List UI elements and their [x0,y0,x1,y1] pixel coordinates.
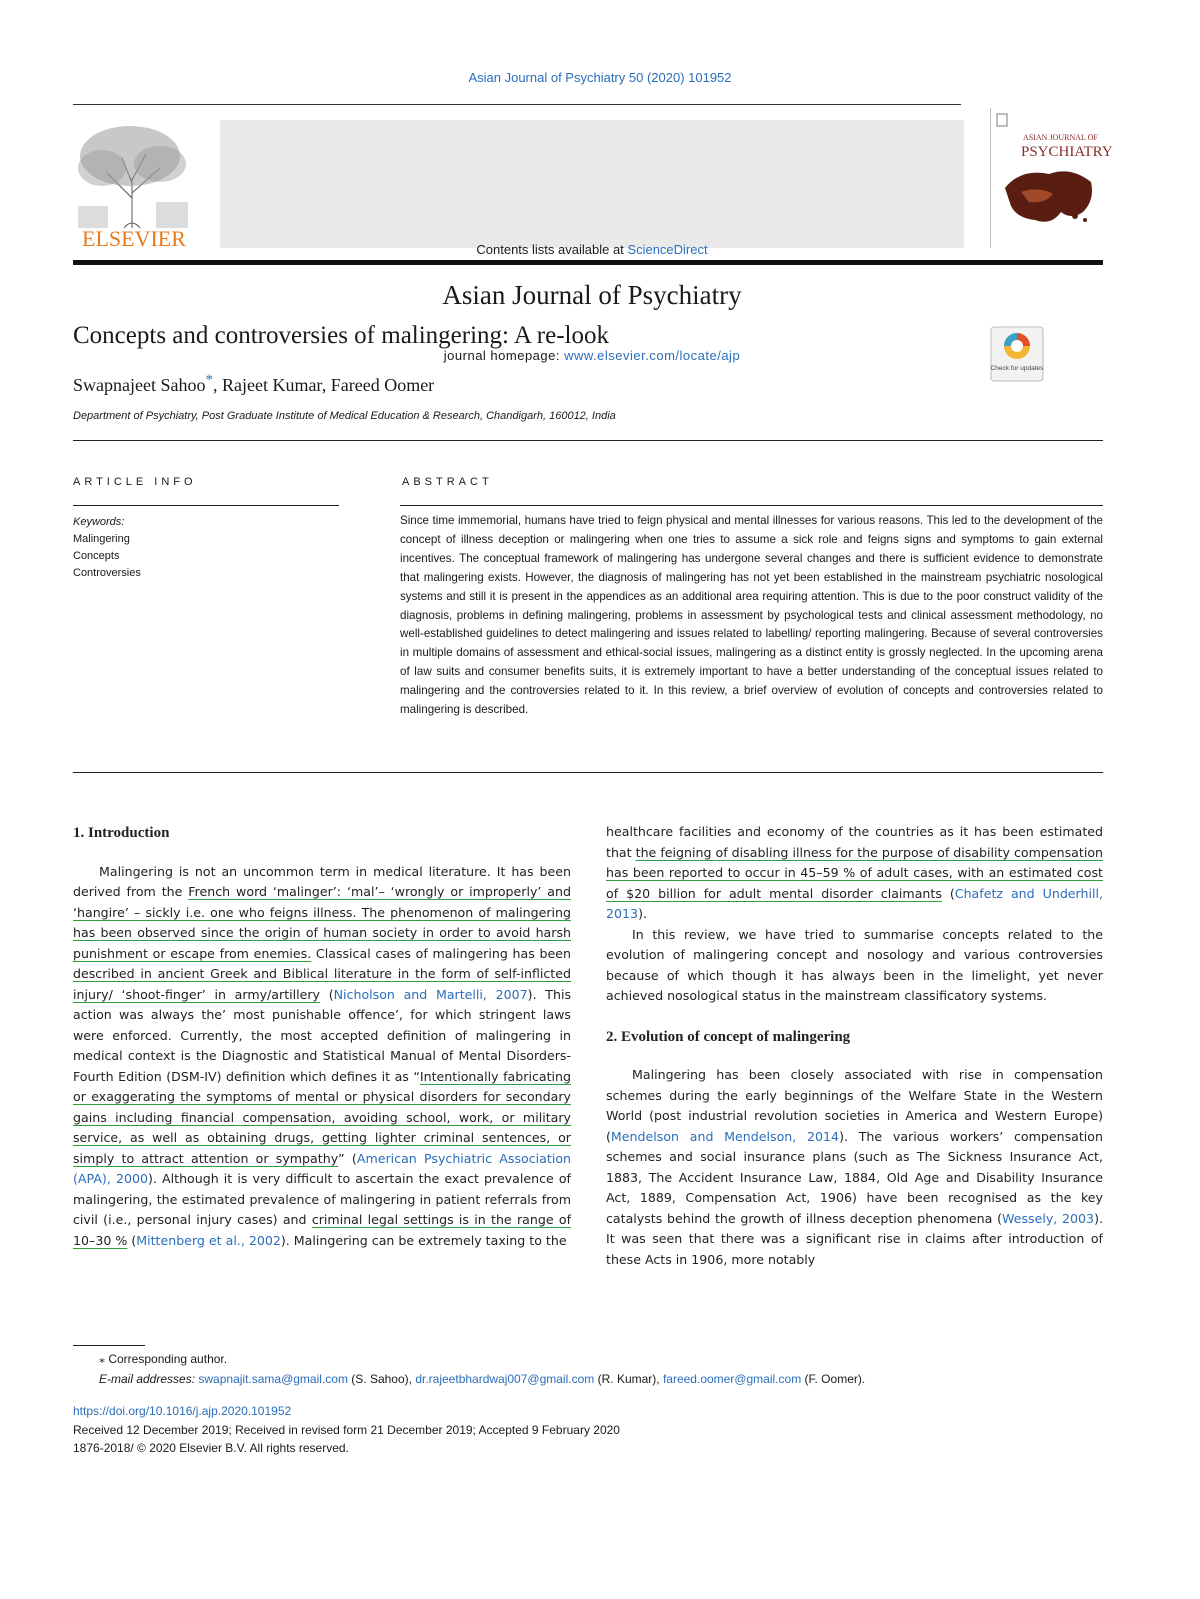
paragraph [606,1065,1103,1270]
email-owner: (R. Kumar), [594,1371,663,1386]
contents-line [220,242,964,257]
citation-link[interactable]: Mendelson and Mendelson, 2014 [610,1128,840,1144]
text-run: Classical cases of malingering has been [311,945,571,961]
email-addresses [73,1370,1103,1390]
paragraph [73,862,571,1252]
corresponding-author-note: ⁎ Corresponding author. [99,1352,228,1366]
text-run: ). It was seen that there was a significant rise in claims after introduction of these Acts in 1906, more notably [606,1210,1103,1267]
text-run: ( [320,986,334,1002]
title-rule [73,440,1103,441]
copyright: 1876-2018/ © 2020 Elsevier B.V. All rights reserved. [73,1441,349,1455]
highlighted-text: French word ‘malinger’: ‘mal’– ‘wrongly or improperly’ and ‘hangire’ – sickly i.e. one who feigns illness. The phenomenon of malingering has been observed since the origin of human society in order to avoid harsh punishment or escape from enemies. [73,884,571,961]
email-link[interactable]: swapnajit.sama@gmail.com [198,1371,348,1386]
email-link[interactable]: dr.rajeetbhardwaj007@gmail.com [415,1371,595,1386]
doi-link[interactable]: https://doi.org/10.1016/j.ajp.2020.101952 [73,1404,292,1418]
check-for-updates-badge[interactable] [990,326,1044,382]
text-run: ( [941,885,955,901]
section-heading-evolution: 2. Evolution of concept of malingering [606,1028,851,1045]
author-name: Rajeet Kumar [221,375,322,395]
author-separator: , [212,375,222,395]
citation-link[interactable]: Chafetz and Underhill, 2013 [606,885,1103,921]
masthead-rule [73,260,1103,265]
highlighted-text: the feigning of disabling illness for the purpose of disability compensation has been reported to occur in 45–59 % of adult cases, with an estimated cost of $20 billion for adult mental disorder claimants [606,844,1104,901]
homepage-prefix: journal homepage: [443,348,565,363]
citation-link[interactable]: American Psychiatric Association (APA), 2000 [73,1150,572,1186]
elsevier-mini-icon [997,114,1007,126]
left-column [73,823,571,1251]
abstract-text: Since time immemorial, humans have tried to feign physical and mental illnesses for various reasons. This led to the development of the concept of illness deception or malingering when one tries to assume a sick role and feigns signs and symptoms to gain external incentives. The conceptual framework of malingering has undergone several changes and there is sufficient evidence to demonstrate that malingering exists. However, the diagnosis of malingering has not yet been established in the mainstream psychiatric nosological systems and still it is present in the appendices as an additional area requiring attention. This is due to the poor construct validity of the diagnosis, problems in defining malingering, problems in assessment by psychological tests and clinical assessment methodology, no well-established guidelines to detect malingering and issues related to labelling/ reporting malingering. Because of several controversies in multiple domains of assessment and ethical-social issues, malingering as a distinct entity is grossly neglected. In the upcoming arena of law suits and consumer benefits suits, it is extremely important to have a better understanding of the conceptual issues related to malingering and the controversies related to it. In this review, a brief overview of evolution of concepts and controversies related to malingering is described. [400,514,1103,717]
journal-name: Asian Journal of Psychiatry [442,280,742,310]
corresponding-author-marker[interactable]: * [205,372,213,388]
keywords-block [73,514,141,582]
author-name: Swapnajeet Sahoo [73,375,206,395]
keyword: Malingering [73,533,130,545]
text-run: healthcare facilities and economy of the countries as it has been estimated that [606,824,1103,860]
citation-link[interactable]: Wessely, 2003 [1001,1210,1095,1226]
paragraph [606,822,1103,925]
article-info-heading: ARTICLE INFO [73,476,197,488]
text-run: ). This action was always the’ most punishable offence’, for which stringent laws were enforced. Currently, the most accepted definition of malingering in medical context is the Diagnostic and Statistical Manual of Mental Disorders-Fourth Edition (DSM-IV) definition which defines it as “ [73,986,572,1084]
cover-title-small: ASIAN JOURNAL OF [1023,133,1098,142]
text-run: Malingering is not an uncommon term in medical literature. It has been derived from the [73,863,571,899]
cover-title-big: PSYCHIATRY [1021,144,1113,160]
abstract-rule [400,505,1103,506]
email-label: E-mail addresses: [99,1371,199,1386]
text-run: Malingering has been closely associated with rise in compensation schemes during the early beginnings of the Welfare State in the Western World (post industrial revolution societies in America and Western Europe) ( [606,1067,1103,1144]
text-run: ). [638,906,647,921]
article-info-rule [73,505,339,506]
highlighted-text: Intentionally fabricating or exaggerating the symptoms of mental or physical disorders for secondary gains including financial compensation, avoiding school, work, or military service, as well as obtaining drugs, getting lighter criminal sentences, or simply to attract attention or sympathy [73,1068,571,1166]
homepage-line [220,348,964,363]
email-owner: (F. Oomer). [801,1371,866,1386]
author-separator: , [321,375,331,395]
crossmark-icon [990,326,1044,382]
publication-info [73,1402,620,1458]
section-heading-introduction: 1. Introduction [73,825,170,841]
email-owner: (S. Sahoo), [347,1371,416,1386]
elsevier-tree-icon [72,118,196,250]
text-run: ). The various workers’ compensation schemes and social insurance plans (such as The Sickness Insurance Act, 1883, The Accident Insurance Law, 1884, Old Age and Disability Insurance Act, 1889, Compensation Act, 1906) have been recognised as the key catalysts behind the growth of illness deception phenomena ( [606,1128,1103,1226]
keywords-label: Keywords: [73,516,125,528]
footnotes [73,1350,1103,1389]
text-run: ). Although it is very difficult to ascertain the exact prevalence of malingering, the estimated prevalence of malingering in patient referrals from civil (i.e., personal injury cases) and [73,1171,571,1227]
elsevier-logo [72,118,196,250]
highlighted-text: criminal legal settings is in the range of 10–30 % [73,1212,571,1248]
highlighted-text: described in ancient Greek and Biblical literature in the form of self-inflicted injury/ ‘shoot-finger’ in army/artillery [73,966,571,1002]
right-column [606,822,1103,1270]
header-rule [73,104,961,105]
author-name: Fareed Oomer [330,375,435,395]
abstract-end-rule [73,772,1103,773]
journal-citation: Asian Journal of Psychiatry 50 (2020) 101952 [468,70,732,85]
received-dates: Received 12 December 2019; Received in revised form 21 December 2019; Accepted 9 February 2020 [73,1422,620,1437]
footnote-rule [73,1345,145,1346]
citation-link[interactable]: Nicholson and Martelli, 2007 [333,986,528,1002]
journal-cover-image [991,108,1113,248]
text-run: ). Malingering can be extremely taxing to the [280,1232,567,1248]
text-run: ( [127,1232,137,1248]
abstract-heading: ABSTRACT [402,476,493,488]
citation-link[interactable]: Mittenberg et al., 2002 [136,1232,281,1248]
affiliation: Department of Psychiatry, Post Graduate Institute of Medical Education & Research, Chandigarh, 160012, India [73,410,616,422]
email-link[interactable]: fareed.oomer@gmail.com [662,1371,802,1386]
contents-prefix: Contents lists available at [476,242,628,257]
author-list [73,372,434,396]
crossmark-label: Check for updates [990,365,1044,372]
paragraph: In this review, we have tried to summarise concepts related to the evolution of malingering concept and nosology and various controversies because of which though it has always been in the limelight, yet never achieved nosological status in the mainstream classificatory systems. [606,926,1103,1003]
text-run: ” ( [338,1150,357,1166]
sciencedirect-link[interactable]: ScienceDirect [627,242,708,257]
keyword: Concepts [73,550,120,562]
keyword: Controversies [73,567,141,579]
journal-cover[interactable] [990,108,1113,248]
asia-map-icon [1005,171,1092,222]
article-title: Concepts and controversies of malingering: A re-look [73,322,609,349]
elsevier-wordmark: ELSEVIER [82,226,186,251]
homepage-link[interactable]: www.elsevier.com/locate/ajp [564,348,741,363]
